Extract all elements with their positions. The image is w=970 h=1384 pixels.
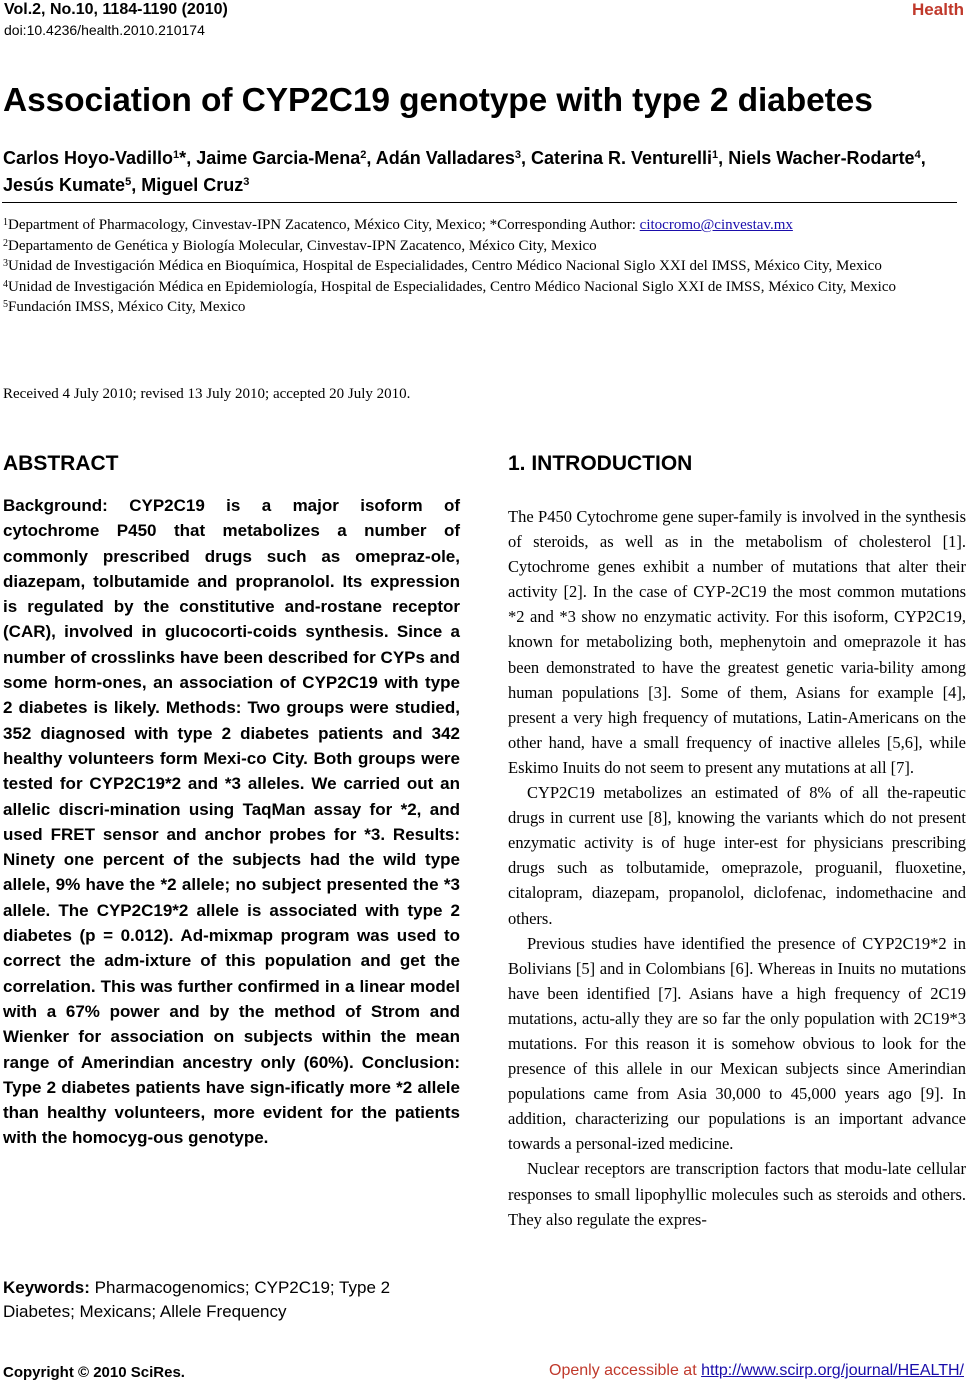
keywords-label: Keywords: (3, 1278, 90, 1297)
open-access-note: Openly accessible at http://www.scirp.org/journal/HEALTH/ (549, 1362, 964, 1379)
abstract-heading: ABSTRACT (3, 452, 119, 475)
journal-name: Health (912, 0, 964, 19)
affiliation: $^1$Department of Pharmacology, Cinvestav-IPN Zacatenco, México City, Mexico; *Corresponding Author: citocromo@cinvestav.mx (3, 217, 793, 233)
author: Adán Valladares$^3$ (375, 148, 521, 168)
author: Niels Wacher-Rodarte$^4$ (728, 148, 921, 168)
intro-paragraph: CYP2C19 metabolizes an estimated of 8% of all the-rapeutic drugs in current use [8], knowing the variants which do not present enzymatic activity is of huge inter-est for physicians prescribing drugs such as tolbutamide, omeprazole, proguanil, fluoxetine, citalopram, diazepam, propanolol, diclofenac, indomethacine and others. (508, 783, 966, 928)
received-dates: Received 4 July 2010; revised 13 July 2010; accepted 20 July 2010. (3, 386, 411, 402)
abstract-text: Background: CYP2C19 is a major isoform of cytochrome P450 that metabolizes a number of commonly prescribed drugs such as omepraz-ole, diazepam, tolbutamide and propranolol. Its expression is regulated by the constitutive and-rostane receptor (CAR), involved in glucocorti-coids synthesis. Since a number of crosslinks have been described for CYPs and some horm-ones, an association of CYP2C19 with type 2 diabetes is likely. Methods: Two groups were studied, 352 diagnosed with type 2 diabetes patients and 342 healthy volunteers form Mexi-co City. Both groups were tested for CYP2C19*2 and *3 alleles. We carried out an allelic discri-mination using TaqMan assay for *2, and used FRET sensor and anchor probes for *3. Results: Ninety one percent of the subjects had the wild type allele, 9% have the *2 allele; no subject presented the *3 allele. The CYP2C19*2 allele is associated with type 2 diabetes (p = 0.012). Ad-mixmap program was used to correct the adm-ixture of this population and get the correlation. This was further confirmed in a linear model with a 67% power and by the method of Strom and Wienker for association on subjects within the mean range of Amerindian ancestry only (60%). Conclusion: Type 2 diabetes patients have sign-ificatly more *2 allele than healthy volunteers, more evident for the patients with the homocyg-ous genotype. (3, 496, 460, 1148)
copyright: Copyright © 2010 SciRes. (3, 1364, 185, 1381)
journal-url-link[interactable]: http://www.scirp.org/journal/HEALTH/ (701, 1362, 964, 1379)
author: Jesús Kumate$^5$ (3, 175, 132, 195)
affiliation: $^2$Departamento de Genética y Biología Molecular, Cinvestav-IPN Zacatenco, México City, Mexico (3, 237, 597, 254)
doi: doi:10.4236/health.2010.210174 (4, 22, 205, 38)
author: Miguel Cruz$^3$ (141, 175, 250, 195)
affiliation: $^4$Unidad de Investigación Médica en Epidemiología, Hospital de Especialidades, Centro Médico Nacional Siglo XXI de IMSS, México City, Mexico (3, 278, 896, 295)
author: Caterina R. Venturelli$^1$ (530, 148, 719, 168)
affiliation: $^3$Unidad de Investigación Médica en Bioquímica, Hospital de Especialidades, Centro Médico Nacional Siglo XXI del IMSS, México City, Mexico (3, 258, 882, 274)
volume-info: Vol.2, No.10, 1184-1190 (2010) (4, 1, 228, 18)
author: Jaime Garcia-Mena$^2$ (196, 148, 367, 168)
introduction-heading: 1. INTRODUCTION (508, 452, 693, 475)
keywords (3, 1276, 463, 1324)
affiliation: $^5$Fundación IMSS, México City, Mexico (3, 299, 246, 315)
author-list: Carlos Hoyo-Vadillo$^1$*, Jaime Garcia-Mena$^2$, Adán Valladares$^3$, Caterina R. Venturelli$^1$, Niels Wacher-Rodarte$^4$, Jesús Kumate$^5$, Miguel Cruz$^3$ (3, 148, 926, 195)
author: Carlos Hoyo-Vadillo$^1$* (3, 148, 187, 168)
introduction-body (508, 504, 966, 1232)
intro-paragraph: Nuclear receptors are transcription factors that modu-late cellular responses to small lipophyllic molecules such as steroids and others. They also regulate the expres- (508, 1159, 966, 1229)
intro-paragraph: Previous studies have identified the presence of CYP2C19*2 in Bolivians [5] and in Colombians [6]. Whereas in Inuits no mutations have been identified [7]. Asians have a high frequency of 2C19 mutations, actu-ally they are so far the only population with 2C19*3 mutations. For this reason it is somehow obvious to look for the presence of this allele in our Mexican subjects since Amerindian populations came from Asia 30,000 to 45,000 years ago [9]. In addition, characterizing our populations is an important advance towards a personal-ized medicine. (508, 933, 966, 1154)
keywords-list: Pharmacogenomics; CYP2C19; Type 2 Diabetes; Mexicans; Allele Frequency (3, 1278, 391, 1321)
affiliations (3, 215, 965, 318)
paper-title: Association of CYP2C19 genotype with type 2 diabetes (3, 82, 873, 119)
running-header (4, 0, 228, 40)
email-link[interactable]: citocromo@cinvestav.mx (639, 217, 793, 233)
intro-paragraph: The P450 Cytochrome gene super-family is involved in the synthesis of steroids, as well as in the metabolism of cholesterol [1]. Cytochrome genes exhibit a number of mutations that alter their activity [2]. In the case of CYP-2C19 the most common mutations *2 and *3 show no enzymatic activity. For this isoform, CYP2C19, known for metabolizing both, mephenytoin and omeprazole it has been demonstrated to have the greatest genetic varia-bility among human populations [3]. Some of them, Asians for example [4], present a very high frequency of mutations, Latin-Americans on the other hand, have a small frequency of inactive alleles [5,6], while Eskimo Inuits do not seem to present any mutations at all [7]. (508, 507, 966, 777)
header-divider (2, 202, 957, 203)
